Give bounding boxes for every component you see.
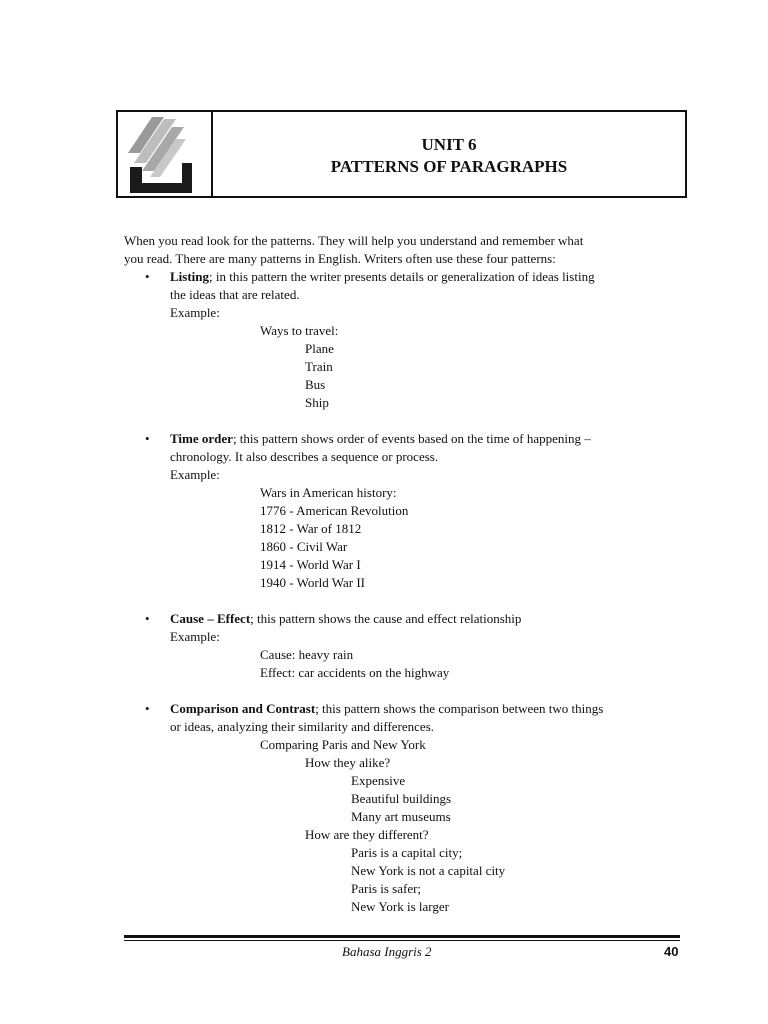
listing-example-label: Example: — [170, 305, 220, 320]
listing-desc-2: the ideas that are related. — [170, 287, 300, 302]
listing-heading: Ways to travel: — [260, 323, 339, 338]
time-order-item: 1776 - American Revolution — [260, 503, 409, 518]
cause-effect-term: Cause – Effect — [170, 611, 251, 626]
intro-line-2: you read. There are many patterns in English. Writers often use these four patterns: — [124, 251, 556, 266]
time-order-item: 1940 - World War II — [260, 575, 366, 590]
comparison-line-1 — [170, 700, 603, 718]
bullet-comparison: • — [145, 701, 150, 716]
cause-text: Cause: heavy rain — [260, 647, 354, 662]
listing-desc-1: ; in this pattern the writer presents details or generalization of ideas listing — [209, 269, 595, 284]
time-order-item: 1812 - War of 1812 — [260, 521, 362, 536]
unit-header-box — [116, 110, 687, 198]
footer-rule-thick — [124, 935, 680, 938]
listing-item: Plane — [305, 341, 334, 356]
unit-number: UNIT 6 — [421, 135, 477, 154]
bullet-time-order: • — [145, 431, 150, 446]
time-order-example-label: Example: — [170, 467, 220, 482]
bullet-listing: • — [145, 269, 150, 284]
listing-item: Bus — [305, 377, 326, 392]
alike-item: Many art museums — [351, 809, 451, 824]
page-number: 40 — [664, 944, 679, 959]
bullet-cause-effect: • — [145, 611, 150, 626]
time-order-heading: Wars in American history: — [260, 485, 397, 500]
comparison-desc-2: or ideas, analyzing their similarity and differences. — [170, 719, 434, 734]
listing-term: Listing — [170, 269, 210, 284]
listing-item: Ship — [305, 395, 329, 410]
comparison-heading: Comparing Paris and New York — [260, 737, 426, 752]
intro-line-1: When you read look for the patterns. They will help you understand and remember what — [124, 233, 584, 248]
different-item: New York is larger — [351, 899, 449, 914]
alike-item: Expensive — [351, 773, 406, 788]
different-item: Paris is safer; — [351, 881, 422, 896]
cause-effect-line-1 — [170, 610, 521, 628]
logo-cell — [118, 112, 213, 196]
time-order-item: 1914 - World War I — [260, 557, 361, 572]
different-item: New York is not a capital city — [351, 863, 506, 878]
different-heading: How are they different? — [305, 827, 429, 842]
alike-heading: How they alike? — [305, 755, 391, 770]
footer-rule-thin — [124, 940, 680, 941]
page-title: PATTERNS OF PARAGRAPHS — [330, 157, 568, 176]
comparison-term: Comparison and Contrast — [170, 701, 316, 716]
cause-effect-example-label: Example: — [170, 629, 220, 644]
comparison-desc-1: ; this pattern shows the comparison between two things — [315, 701, 604, 716]
footer-book-title: Bahasa Inggris 2 — [342, 944, 432, 959]
cause-effect-desc-1: ; this pattern shows the cause and effect relationship — [250, 611, 522, 626]
listing-item: Train — [305, 359, 333, 374]
different-item: Paris is a capital city; — [351, 845, 463, 860]
book-logo-icon — [124, 115, 204, 195]
unit-title-block — [213, 112, 685, 196]
time-order-term: Time order — [170, 431, 233, 446]
alike-item: Beautiful buildings — [351, 791, 452, 806]
time-order-item: 1860 - Civil War — [260, 539, 348, 554]
listing-line-1 — [170, 268, 595, 286]
time-order-desc-2: chronology. It also describes a sequence or process. — [170, 449, 439, 464]
effect-text: Effect: car accidents on the highway — [260, 665, 450, 680]
time-order-desc-1: ; this pattern shows order of events based on the time of happening – — [232, 431, 591, 446]
time-order-line-1 — [170, 430, 591, 448]
